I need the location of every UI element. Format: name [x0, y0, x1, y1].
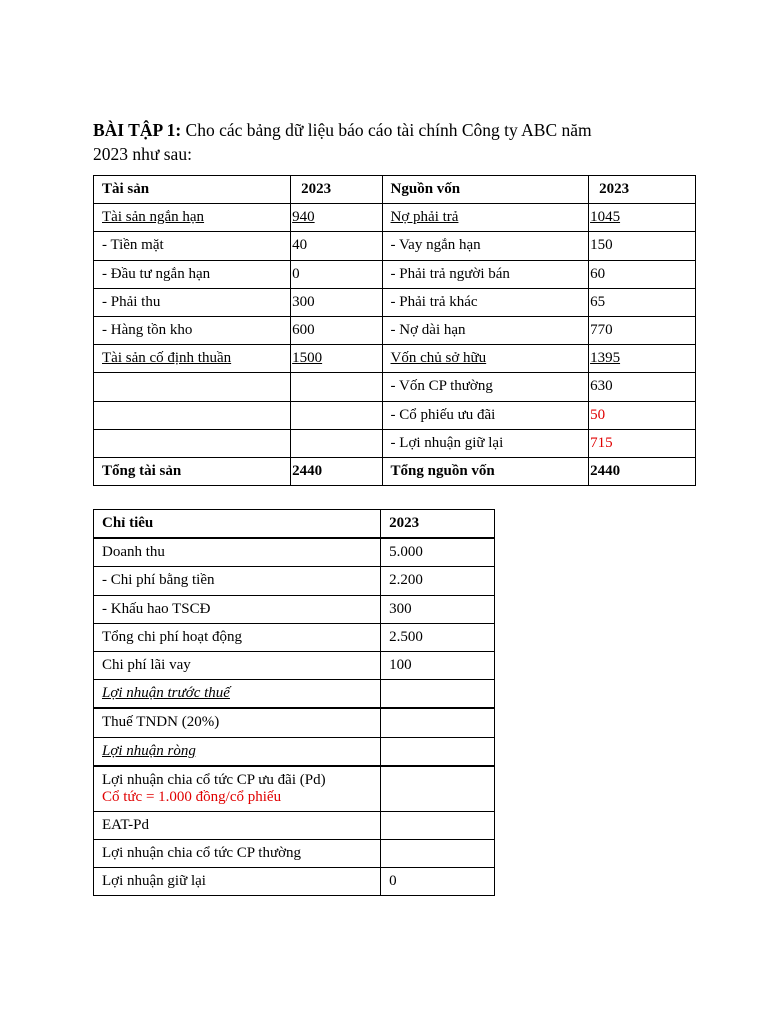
source-value: 60 [589, 260, 696, 288]
item-label: Tổng chi phí hoạt động [94, 623, 381, 651]
table-row [94, 811, 495, 839]
table-row [94, 680, 495, 709]
asset-label: - Đầu tư ngắn hạn [94, 260, 291, 288]
source-label: - Vay ngắn hạn [382, 232, 589, 260]
asset-value: 600 [291, 316, 382, 344]
item-value: 2.500 [381, 623, 495, 651]
source-label: - Lợi nhuận giữ lại [382, 429, 589, 457]
table-row [94, 538, 495, 567]
item-value: 2.200 [381, 567, 495, 595]
balance-header-row [94, 176, 696, 204]
source-value: 630 [589, 373, 696, 401]
asset-value [291, 401, 382, 429]
asset-label: - Tiền mặt [94, 232, 291, 260]
source-label: - Phải trả người bán [382, 260, 589, 288]
header-year-sources: 2023 [589, 176, 696, 204]
table-row [94, 288, 696, 316]
table-row [94, 708, 495, 737]
item-value [381, 839, 495, 867]
asset-value: 940 [291, 204, 382, 232]
table-row [94, 868, 495, 896]
source-label: - Nợ dài hạn [382, 316, 589, 344]
table-row [94, 232, 696, 260]
header-year: 2023 [381, 510, 495, 539]
item-label: - Khấu hao TSCĐ [94, 595, 381, 623]
header-sources: Nguồn vốn [382, 176, 589, 204]
table-row [94, 623, 495, 651]
balance-total-row [94, 457, 696, 485]
asset-label: Tài sản ngắn hạn [94, 204, 291, 232]
table-row [94, 595, 495, 623]
asset-label [94, 373, 291, 401]
table-row [94, 316, 696, 344]
table-row [94, 651, 495, 679]
source-label: - Vốn CP thường [382, 373, 589, 401]
source-value: 715 [589, 429, 696, 457]
table-row [94, 204, 696, 232]
item-value [381, 811, 495, 839]
source-value: 1045 [589, 204, 696, 232]
table-row [94, 260, 696, 288]
asset-label [94, 429, 291, 457]
item-label: - Chi phí bằng tiền [94, 567, 381, 595]
item-value: 0 [381, 868, 495, 896]
header-year-assets: 2023 [291, 176, 382, 204]
income-statement-table [93, 509, 495, 896]
asset-label: - Phải thu [94, 288, 291, 316]
total-assets-label: Tổng tài sản [94, 457, 291, 485]
asset-value: 40 [291, 232, 382, 260]
item-value: 300 [381, 595, 495, 623]
item-value: 100 [381, 651, 495, 679]
source-label: Nợ phải trả [382, 204, 589, 232]
item-value [381, 708, 495, 737]
item-label [94, 766, 381, 812]
table-row [94, 839, 495, 867]
item-value [381, 737, 495, 766]
source-value: 150 [589, 232, 696, 260]
exercise-text-line1: Cho các bảng dữ liệu báo cáo tài chính Công ty ABC năm [181, 120, 592, 140]
exercise-label: BÀI TẬP 1: [93, 120, 182, 140]
asset-label [94, 401, 291, 429]
item-label: Lợi nhuận chia cổ tức CP thường [94, 839, 381, 867]
source-label: Vốn chủ sở hữu [382, 345, 589, 373]
item-value [381, 680, 495, 709]
source-label: - Cổ phiếu ưu đãi [382, 401, 589, 429]
asset-value: 300 [291, 288, 382, 316]
source-label: - Phải trả khác [382, 288, 589, 316]
header-assets: Tài sản [94, 176, 291, 204]
asset-label: - Hàng tồn kho [94, 316, 291, 344]
table-row [94, 567, 495, 595]
source-value: 770 [589, 316, 696, 344]
item-value [381, 766, 495, 812]
balance-sheet-table [93, 175, 696, 486]
item-label: Lợi nhuận ròng [94, 737, 381, 766]
item-label: Chi phí lãi vay [94, 651, 381, 679]
table-row [94, 345, 696, 373]
table-row [94, 766, 495, 812]
table-row [94, 401, 696, 429]
asset-value: 0 [291, 260, 382, 288]
source-value: 1395 [589, 345, 696, 373]
asset-value: 1500 [291, 345, 382, 373]
asset-label: Tài sản cố định thuần [94, 345, 291, 373]
source-value: 65 [589, 288, 696, 316]
income-header-row [94, 510, 495, 539]
item-label: Thuế TNDN (20%) [94, 708, 381, 737]
item-value: 5.000 [381, 538, 495, 567]
table-row [94, 429, 696, 457]
source-value: 50 [589, 401, 696, 429]
table-row [94, 373, 696, 401]
asset-value [291, 373, 382, 401]
header-item: Chỉ tiêu [94, 510, 381, 539]
asset-value [291, 429, 382, 457]
dividend-note: Cổ tức = 1.000 đồng/cổ phiếu [102, 788, 282, 805]
item-label-main: Lợi nhuận chia cổ tức CP ưu đãi (Pd) [102, 771, 326, 788]
exercise-text-line2: 2023 như sau: [93, 144, 192, 164]
total-sources-value: 2440 [589, 457, 696, 485]
table-row [94, 737, 495, 766]
total-sources-label: Tổng nguồn vốn [382, 457, 589, 485]
item-label: Lợi nhuận trước thuế [94, 680, 381, 709]
item-label: EAT-Pd [94, 811, 381, 839]
exercise-intro [93, 118, 693, 166]
total-assets-value: 2440 [291, 457, 382, 485]
item-label: Lợi nhuận giữ lại [94, 868, 381, 896]
item-label: Doanh thu [94, 538, 381, 567]
